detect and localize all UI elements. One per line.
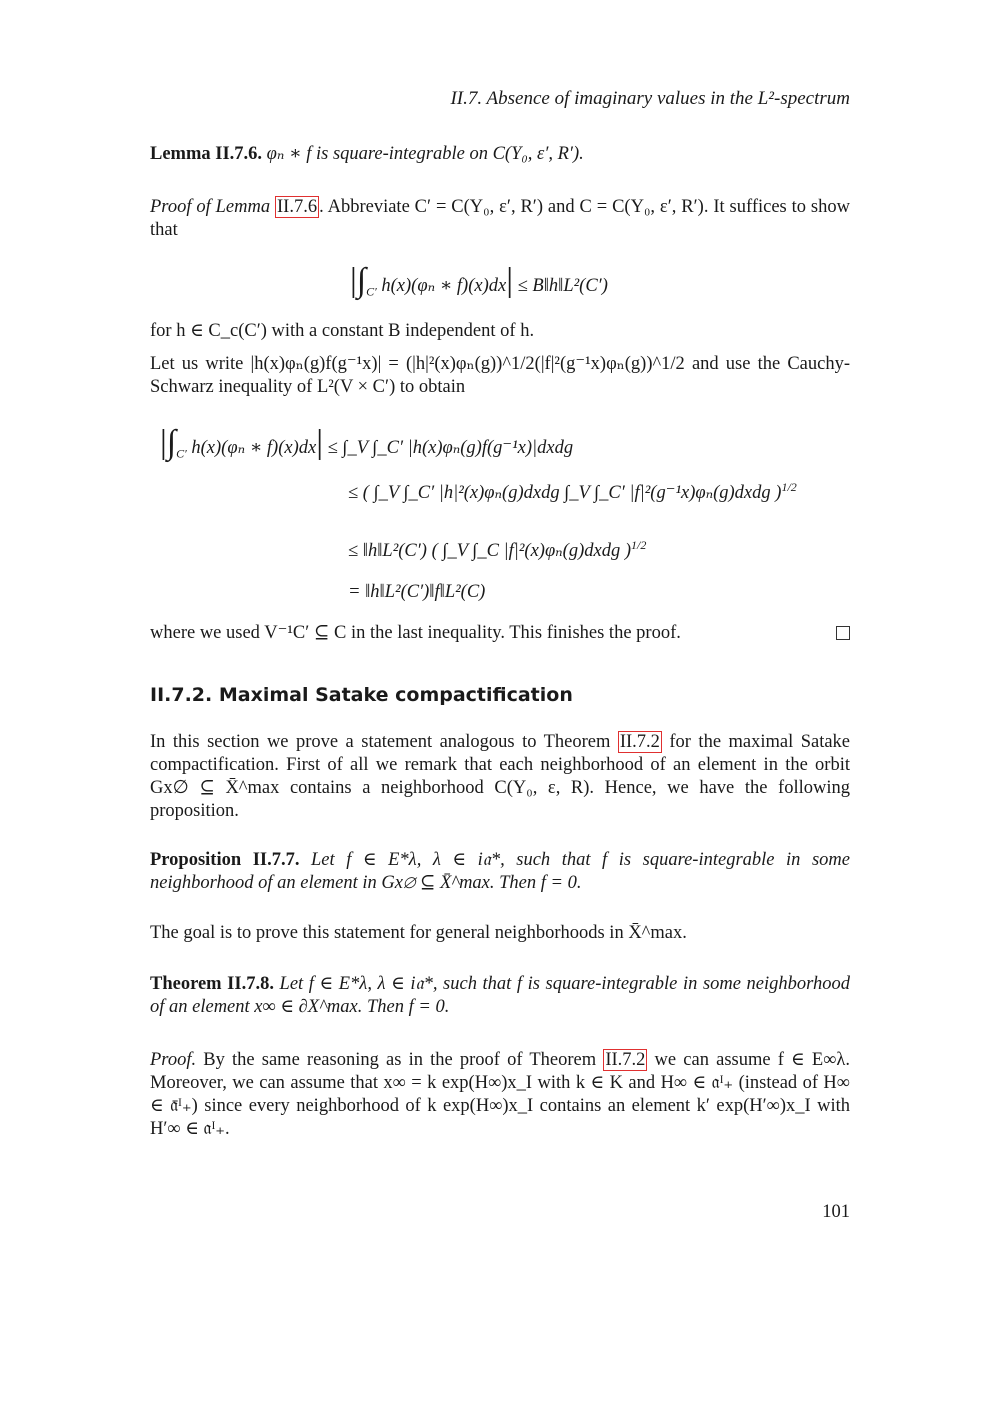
proof-paragraph: Proof of Lemma II.7.6 . Abbreviate C′ = C(Y₀, ε′, R′) and C = C(Y₀, ε′, R′). It suffices to show that [150, 197, 850, 240]
cauchy-schwarz-paragraph: Let us write |h(x)φₙ(g)f(g⁻¹x)| = (|h|²(x)φₙ(g))^1/2(|f|²(g⁻¹x)φₙ(g))^1/2 and use the Cauchy-Schwarz inequality of L²(V × C′) to obtain [150, 354, 850, 397]
inequality-line-2: ≤ ( ∫_V ∫_C′ |h|²(x)φₙ(g)dxdg ∫_V ∫_C′ |f|²(g⁻¹x)φₙ(g)dxdg )$^{1/2}$ [348, 480, 797, 504]
qed-square-icon [836, 626, 850, 640]
inequality-line-3: ≤ ‖h‖L²(C′) ( ∫_V ∫_C |f|²(x)φₙ(g)dxdg )$^{1/2}$ [348, 538, 647, 562]
lemma-text: φₙ ∗ f is square-integrable on C(Y₀, ε′, R′). [266, 144, 584, 164]
lemma-label: Lemma II.7.6. [150, 144, 263, 164]
proof-conclusion: where we used V⁻¹C′ ⊆ C in the last inequality. This finishes the proof. [150, 623, 681, 643]
lemma-link[interactable]: II.7.6 [277, 197, 318, 217]
condition-text: for h ∈ C_c(C′) with a constant B independent of h. [150, 321, 535, 341]
page-number: 101 [822, 1202, 850, 1222]
proposition-statement: Proposition II.7.7. Let f ∈ E*λ, λ ∈ i𝔞*, such that f is square-integrable in some neighborhood of an element in Gx∅ ⊆ X̄^max. Then f = 0. [150, 850, 850, 893]
running-header: II.7. Absence of imaginary values in the L²-spectrum [450, 88, 850, 109]
inequality-line-1: $|\int_{C'}$ h(x)(φₙ ∗ f)(x)dx| ≤ ∫_V ∫_C′ |h(x)φₙ(g)f(g⁻¹x)|dxdg [160, 424, 574, 461]
inequality-line-4: = ‖h‖L²(C′)‖f‖L²(C) [348, 582, 486, 602]
final-proof: Proof. By the same reasoning as in the proof of Theorem II.7.2 we can assume f ∈ E∞λ. Moreover, we can assume that x∞ = k exp(H∞)x_I with k ∈ K and H∞ ∈ 𝔞ᴵ₊ (instead of H∞ ∈ 𝔞̄ᴵ₊) since every neighborhood of k exp(H∞)x_I contains an element k′ exp(H′∞)x_I with H′∞ ∈ 𝔞ᴵ₊. [150, 1050, 850, 1139]
goal-text: The goal is to prove this statement for general neighborhoods in X̄^max. [150, 923, 687, 943]
theorem-link-1[interactable]: II.7.2 [619, 732, 660, 752]
theorem-link-2[interactable]: II.7.2 [605, 1050, 646, 1070]
lemma-statement [150, 143, 850, 166]
section-heading: II.7.2. Maximal Satake compactification [150, 684, 573, 706]
equation-1: $|\int_{C'}$ h(x)(φₙ ∗ f)(x)dx| ≤ B‖h‖L²(C′) [350, 262, 608, 299]
section-intro: In this section we prove a statement analogous to Theorem II.7.2 for the maximal Satake compactification. First of all we remark that each neighborhood of an element in the orbit Gx∅ ⊆ X̄^max contains a neighborhood C(Y₀, ε, R). Hence, we have the following proposition. [150, 732, 851, 821]
theorem-statement: Theorem II.7.8. Let f ∈ E*λ, λ ∈ i𝔞*, such that f is square-integrable in some neighborhood of an element x∞ ∈ ∂X^max. Then f = 0. [150, 974, 851, 1017]
